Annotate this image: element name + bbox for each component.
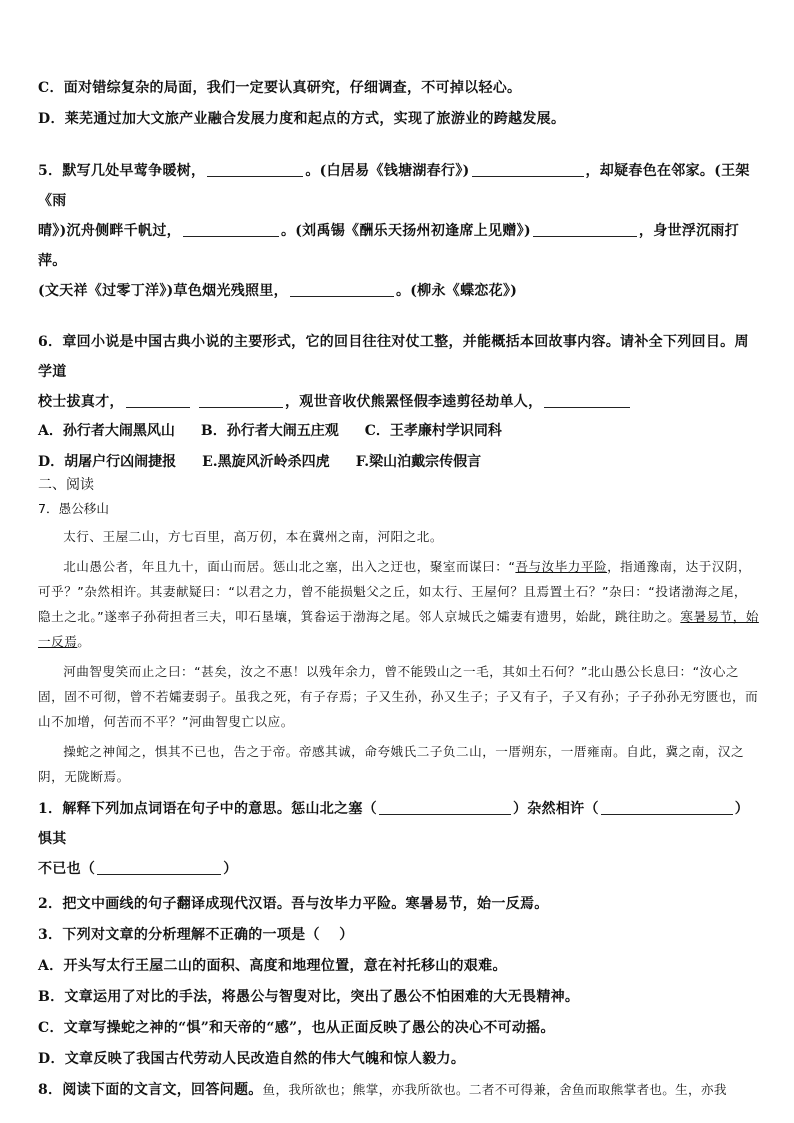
- passage-paragraph-2: [38, 554, 760, 654]
- q6-option-b: B．孙行者大闹五庄观: [200, 423, 339, 439]
- q7-sub2: 2．把文中画线的句子翻译成现代汉语。吾与汝毕力平险。寒暑易节，始一反焉。: [38, 896, 549, 912]
- answer-blank[interactable]: [472, 162, 584, 177]
- underlined-sentence: 寒暑易节，始一反焉: [38, 609, 759, 649]
- q7-sub1-text: ）杂然相许（: [512, 801, 599, 817]
- q7-sub1: [38, 794, 760, 884]
- q6-question: [38, 327, 760, 417]
- passage-text: ，指通豫南，达于汉阴，可乎？”杂然相许。其妻献疑曰：“以君之力，曾不能损魁父之丘，如太行、王屋何？且焉置土石？”杂曰：“投诸渤海之尾，隐土之北。”遂率子孙荷担者三夫，叩石垦壤，箕畚运于渤海之尾。邻人京城氏之孀妻有遗男，始龀，跳往助之。: [38, 559, 752, 624]
- q7-sub1-text: 1．解释下列加点词语在句子中的意思。惩山北之塞（: [38, 801, 377, 817]
- passage-paragraph-3: 河曲智叟笑而止之曰：“甚矣，汝之不惠！以残年余力，曾不能毁山之一毛，其如土石何？”北山愚公长息曰：“汝心之固，固不可彻，曾不若孀妻弱子。虽我之死，有子存焉；子又生孙，孙又生子；子又有子，子又有孙；子子孙孙无穷匮也，而山不加增，何苦而不平？”河曲智叟亡以应。: [38, 664, 759, 729]
- q8-label: 8．阅读下面的文言文，回答问题。: [38, 1082, 263, 1098]
- answer-blank[interactable]: [290, 282, 394, 297]
- q6-text: ，观世音收伏熊罴怪假李逵剪径劫单人，: [285, 394, 543, 410]
- q5-text: 晴》)沉舟侧畔千帆过，: [38, 223, 181, 239]
- q7-sub1-text: 不已也（: [38, 861, 96, 877]
- q7-title: 7．愚公移山: [38, 501, 109, 516]
- q7-sub3-option-b: B．文章运用了对比的手法，将愚公与智叟对比，突出了愚公不怕困难的大无畏精神。: [38, 989, 580, 1005]
- underlined-sentence: 吾与汝毕力平险: [515, 559, 608, 574]
- q7-sub3-option-a: A．开头写太行王屋二山的面积、高度和地理位置，意在衬托移山的艰难。: [38, 958, 507, 974]
- q6-option-d: D．胡屠户行凶闹捷报: [38, 454, 177, 470]
- q5-text: ，身世浮沉雨打萍。: [38, 223, 739, 269]
- answer-blank[interactable]: [199, 393, 283, 408]
- q6-text: 校士拔真才，: [38, 394, 124, 410]
- q5-text: ，却疑春色在邻家。(王架《雨: [38, 163, 750, 209]
- section-heading: 二、阅读: [38, 477, 94, 493]
- q5-text: 。(柳永《蝶恋花》): [395, 283, 518, 299]
- q6-option-c: C．王孝廉村学识同科: [364, 423, 502, 439]
- q8-passage-start: 鱼，我所欲也；熊掌，亦我所欲也。二者不可得兼，舍鱼而取熊掌者也。生，亦我: [262, 1082, 727, 1097]
- q4-option-d: D．莱芜通过加大文旅产业融合发展力度和起点的方式，实现了旅游业的跨越发展。: [38, 111, 566, 127]
- q6-options-row1: [38, 421, 760, 441]
- q6-line1: 6．章回小说是中国古典小说的主要形式，它的回目往往对仗工整，并能概括本回故事内容。请补全下列回目。周学道: [38, 334, 749, 380]
- q7-sub3-option-c: C．文章写操蛇之神的“惧”和天帝的“感”，也从正面反映了愚公的决心不可动摇。: [38, 1020, 555, 1036]
- answer-blank[interactable]: [207, 162, 303, 177]
- passage-paragraph-1: 太行、王屋二山，方七百里，高万仞，本在冀州之南，河阳之北。: [63, 529, 443, 544]
- q7-sub1-text: ）: [223, 861, 238, 877]
- answer-blank[interactable]: [533, 222, 637, 237]
- exam-page: [38, 78, 760, 1111]
- answer-blank[interactable]: [97, 860, 221, 875]
- q8-intro: [38, 1080, 760, 1100]
- answer-blank[interactable]: [544, 393, 630, 408]
- q4-option-c: C．面对错综复杂的局面，我们一定要认真研究，仔细调查，不可掉以轻心。: [38, 80, 522, 96]
- q6-options-row2: [38, 452, 760, 472]
- q5-text: 。(白居易《钱塘湖春行》): [305, 163, 470, 179]
- passage-text: 北山愚公者，年且九十，面山而居。惩山北之塞，出入之迂也，聚室而谋曰：“: [63, 559, 516, 574]
- q5-text: 5．默写几处早莺争暖树，: [38, 163, 206, 179]
- q5-text: (文天祥《过零丁洋》)草色烟光残照里，: [38, 283, 288, 299]
- q7-sub3-option-d: D．文章反映了我国古代劳动人民改造自然的伟大气魄和惊人毅力。: [38, 1051, 466, 1067]
- q6-option-a: A．孙行者大闹黑风山: [38, 423, 175, 439]
- q6-option-f: F.梁山泊戴宗传假言: [355, 454, 482, 470]
- answer-blank[interactable]: [183, 222, 279, 237]
- q5-text: 。(刘禹锡《酬乐天扬州初逢席上见赠》): [280, 223, 531, 239]
- passage-paragraph-4: 操蛇之神闻之，惧其不已也，告之于帝。帝感其诚，命夸娥氏二子负二山，一厝朔东，一厝雍南。自此，冀之南，汉之阴，无陇断焉。: [38, 744, 745, 784]
- q6-option-e: E.黑旋风沂岭杀四虎: [202, 454, 330, 470]
- q7-sub3: 3．下列对文章的分析理解不正确的一项是（ ）: [38, 927, 354, 943]
- answer-blank[interactable]: [379, 800, 511, 815]
- answer-blank[interactable]: [126, 393, 190, 408]
- q7-sub1-text: ）惧其: [38, 801, 750, 847]
- answer-blank[interactable]: [601, 800, 733, 815]
- q5-question: [38, 156, 760, 306]
- passage-text: 。: [77, 634, 91, 649]
